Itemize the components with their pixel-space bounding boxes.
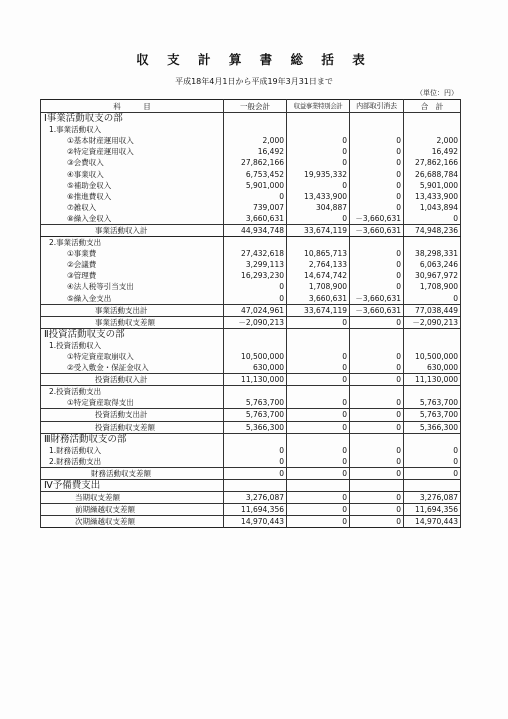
row-label: Ⅰ事業活動収支の部 — [41, 113, 224, 125]
profit-amount — [287, 124, 350, 135]
general-amount: 6,753,452 — [224, 168, 287, 179]
row-label: ③管理費 — [41, 270, 224, 281]
table-row — [41, 433, 461, 445]
total-amount: 2,000 — [404, 135, 461, 146]
profit-amount: 2,764,133 — [287, 259, 350, 270]
total-amount: 26,688,784 — [404, 168, 461, 179]
profit-amount — [287, 340, 350, 351]
profit-amount: 0 — [287, 409, 350, 421]
table-row — [41, 180, 461, 191]
table-row — [41, 270, 461, 281]
table-row — [41, 281, 461, 292]
total-amount — [404, 113, 461, 125]
profit-amount: 0 — [287, 456, 350, 468]
general-amount: 739,007 — [224, 202, 287, 213]
row-label: 1.財務活動収入 — [41, 445, 224, 456]
total-amount: 16,492 — [404, 146, 461, 157]
row-label: 投資活動支出計 — [41, 409, 224, 421]
elimination-amount: 0 — [350, 270, 404, 281]
profit-amount: 14,674,742 — [287, 270, 350, 281]
elimination-amount: 0 — [350, 492, 404, 504]
elimination-amount: 0 — [350, 445, 404, 456]
total-amount: 0 — [404, 293, 461, 305]
table-row — [41, 409, 461, 421]
total-amount: 14,970,443 — [404, 516, 461, 528]
row-label: 事業活動支出計 — [41, 304, 224, 316]
total-amount: 0 — [404, 213, 461, 225]
header-profit-business: 収益事業特別会計 — [287, 100, 350, 113]
general-amount: 47,024,961 — [224, 304, 287, 316]
general-amount: 5,901,000 — [224, 180, 287, 191]
row-label: ①基本財産運用収入 — [41, 135, 224, 146]
table-row — [41, 492, 461, 504]
unit-label: （単位：円） — [416, 89, 458, 97]
profit-amount: 0 — [287, 445, 350, 456]
row-label: 当期収支差額 — [41, 492, 224, 504]
period-text: 平成18年4月1日から平成19年3月31日まで — [175, 77, 333, 86]
row-label: ⑧繰入金収入 — [41, 213, 224, 225]
profit-amount: 0 — [287, 351, 350, 362]
profit-amount: 13,433,900 — [287, 191, 350, 202]
general-amount — [224, 480, 287, 492]
header-total: 合 計 — [404, 100, 461, 113]
total-amount: 1,708,900 — [404, 281, 461, 292]
profit-amount — [287, 480, 350, 492]
general-amount: 5,763,700 — [224, 409, 287, 421]
profit-amount: 0 — [287, 397, 350, 409]
general-amount — [224, 124, 287, 135]
elimination-amount: 0 — [350, 157, 404, 168]
general-amount: －2,090,213 — [224, 316, 287, 328]
table-row — [41, 362, 461, 374]
profit-amount — [287, 328, 350, 340]
row-label: ③会費収入 — [41, 157, 224, 168]
row-label: ⑥推進費収入 — [41, 191, 224, 202]
table-header-row — [41, 100, 461, 113]
total-amount: 630,000 — [404, 362, 461, 374]
table-row — [41, 237, 461, 249]
profit-amount: 0 — [287, 213, 350, 225]
profit-amount: 0 — [287, 180, 350, 191]
total-amount: －2,090,213 — [404, 316, 461, 328]
general-amount: 16,293,230 — [224, 270, 287, 281]
general-amount: 3,299,113 — [224, 259, 287, 270]
elimination-amount: 0 — [350, 146, 404, 157]
profit-amount: 0 — [287, 362, 350, 374]
row-label: ②受入敷金・保証金収入 — [41, 362, 224, 374]
elimination-amount: 0 — [350, 259, 404, 270]
total-amount: 13,433,900 — [404, 191, 461, 202]
elimination-amount: 0 — [350, 168, 404, 179]
general-amount: 0 — [224, 293, 287, 305]
general-amount — [224, 386, 287, 398]
table-row — [41, 259, 461, 270]
table-row — [41, 135, 461, 146]
general-amount — [224, 433, 287, 445]
table-row — [41, 146, 461, 157]
table-row — [41, 328, 461, 340]
total-amount: 74,948,236 — [404, 224, 461, 236]
elimination-amount: 0 — [350, 421, 404, 433]
profit-amount: 0 — [287, 467, 350, 479]
elimination-amount — [350, 124, 404, 135]
total-amount: 3,276,087 — [404, 492, 461, 504]
row-label: Ⅳ予備費支出 — [41, 480, 224, 492]
general-amount: 5,763,700 — [224, 397, 287, 409]
general-amount: 0 — [224, 456, 287, 468]
table-row — [41, 504, 461, 516]
elimination-amount: 0 — [350, 504, 404, 516]
total-amount — [404, 237, 461, 249]
row-label: Ⅱ投資活動収支の部 — [41, 328, 224, 340]
profit-amount: 3,660,631 — [287, 293, 350, 305]
elimination-amount: 0 — [350, 362, 404, 374]
elimination-amount: 0 — [350, 351, 404, 362]
elimination-amount — [350, 113, 404, 125]
row-label: 前期繰越収支差額 — [41, 504, 224, 516]
general-amount — [224, 340, 287, 351]
row-label: 事業活動収入計 — [41, 224, 224, 236]
profit-amount — [287, 386, 350, 398]
row-label: 財務活動収支差額 — [41, 467, 224, 479]
profit-amount: 0 — [287, 157, 350, 168]
row-label: 投資活動収入計 — [41, 374, 224, 386]
row-label: Ⅲ財務活動収支の部 — [41, 433, 224, 445]
profit-amount: 0 — [287, 316, 350, 328]
table-row — [41, 316, 461, 328]
row-label: 2.投資活動支出 — [41, 386, 224, 398]
profit-amount: 1,708,900 — [287, 281, 350, 292]
elimination-amount: 0 — [350, 281, 404, 292]
elimination-amount: 0 — [350, 316, 404, 328]
header-general: 一般会計 — [224, 100, 287, 113]
document-title: 収 支 計 算 書 総 括 表 — [136, 52, 372, 67]
general-amount: 11,130,000 — [224, 374, 287, 386]
elimination-amount: 0 — [350, 409, 404, 421]
general-amount: 10,500,000 — [224, 351, 287, 362]
table-row — [41, 421, 461, 433]
total-amount — [404, 124, 461, 135]
row-label: 2.財務活動支出 — [41, 456, 224, 468]
elimination-amount: 0 — [350, 456, 404, 468]
row-label: ①事業費 — [41, 248, 224, 259]
row-label: ②特定資産運用収入 — [41, 146, 224, 157]
table-row — [41, 516, 461, 528]
general-amount: 16,492 — [224, 146, 287, 157]
general-amount: 2,000 — [224, 135, 287, 146]
elimination-amount: －3,660,631 — [350, 293, 404, 305]
total-amount: 1,043,894 — [404, 202, 461, 213]
total-amount: 30,967,972 — [404, 270, 461, 281]
elimination-amount — [350, 237, 404, 249]
profit-amount — [287, 433, 350, 445]
general-amount: 630,000 — [224, 362, 287, 374]
elimination-amount: 0 — [350, 202, 404, 213]
general-amount: 3,276,087 — [224, 492, 287, 504]
elimination-amount: 0 — [350, 135, 404, 146]
total-amount: 0 — [404, 456, 461, 468]
profit-amount: 10,865,713 — [287, 248, 350, 259]
elimination-amount: －3,660,631 — [350, 304, 404, 316]
table-row — [41, 304, 461, 316]
table-row — [41, 456, 461, 468]
total-amount: 38,298,331 — [404, 248, 461, 259]
table-row — [41, 202, 461, 213]
general-amount: 27,862,166 — [224, 157, 287, 168]
general-amount: 0 — [224, 281, 287, 292]
table-row — [41, 386, 461, 398]
row-label: ④事業収入 — [41, 168, 224, 179]
general-amount — [224, 237, 287, 249]
table-row — [41, 467, 461, 479]
total-amount: 11,694,356 — [404, 504, 461, 516]
general-amount: 0 — [224, 191, 287, 202]
total-amount: 5,366,300 — [404, 421, 461, 433]
profit-amount: 0 — [287, 516, 350, 528]
total-amount — [404, 480, 461, 492]
profit-amount: 0 — [287, 374, 350, 386]
table-row — [41, 374, 461, 386]
total-amount: 6,063,246 — [404, 259, 461, 270]
table-row — [41, 124, 461, 135]
total-amount — [404, 433, 461, 445]
table-row — [41, 351, 461, 362]
elimination-amount: 0 — [350, 191, 404, 202]
row-label: 投資活動収支差額 — [41, 421, 224, 433]
profit-amount: 304,887 — [287, 202, 350, 213]
elimination-amount — [350, 433, 404, 445]
total-amount: 0 — [404, 467, 461, 479]
profit-amount — [287, 237, 350, 249]
table-row — [41, 191, 461, 202]
elimination-amount — [350, 386, 404, 398]
profit-amount: 0 — [287, 146, 350, 157]
row-label: 事業活動収支差額 — [41, 316, 224, 328]
table-row — [41, 213, 461, 225]
total-amount: 0 — [404, 445, 461, 456]
total-amount: 5,763,700 — [404, 409, 461, 421]
elimination-amount: 0 — [350, 467, 404, 479]
total-amount: 11,130,000 — [404, 374, 461, 386]
table-row — [41, 445, 461, 456]
profit-amount: 33,674,119 — [287, 304, 350, 316]
profit-amount: 0 — [287, 492, 350, 504]
general-amount: 0 — [224, 467, 287, 479]
profit-amount — [287, 113, 350, 125]
total-amount: 5,763,700 — [404, 397, 461, 409]
general-amount: 27,432,618 — [224, 248, 287, 259]
elimination-amount: －3,660,631 — [350, 213, 404, 225]
total-amount — [404, 328, 461, 340]
total-amount: 27,862,166 — [404, 157, 461, 168]
elimination-amount: 0 — [350, 397, 404, 409]
elimination-amount — [350, 480, 404, 492]
profit-amount: 19,935,332 — [287, 168, 350, 179]
elimination-amount: 0 — [350, 516, 404, 528]
total-amount — [404, 340, 461, 351]
general-amount — [224, 328, 287, 340]
table-row — [41, 293, 461, 305]
row-label: ①特定資産取崩収入 — [41, 351, 224, 362]
general-amount: 44,934,748 — [224, 224, 287, 236]
total-amount: 77,038,449 — [404, 304, 461, 316]
profit-amount: 33,674,119 — [287, 224, 350, 236]
row-label: ⑤繰入金支出 — [41, 293, 224, 305]
table-row — [41, 157, 461, 168]
row-label: ②会議費 — [41, 259, 224, 270]
general-amount: 5,366,300 — [224, 421, 287, 433]
elimination-amount: 0 — [350, 180, 404, 191]
table-row — [41, 248, 461, 259]
profit-amount: 0 — [287, 421, 350, 433]
row-label: ④法人税等引当支出 — [41, 281, 224, 292]
elimination-amount: 0 — [350, 248, 404, 259]
table-row — [41, 113, 461, 125]
total-amount — [404, 386, 461, 398]
row-label: 1.投資活動収入 — [41, 340, 224, 351]
general-amount — [224, 113, 287, 125]
table-row — [41, 397, 461, 409]
table-row — [41, 480, 461, 492]
profit-amount: 0 — [287, 135, 350, 146]
elimination-amount — [350, 340, 404, 351]
header-account: 科 目 — [41, 100, 224, 113]
row-label: 1.事業活動収入 — [41, 124, 224, 135]
elimination-amount: 0 — [350, 374, 404, 386]
general-amount: 11,694,356 — [224, 504, 287, 516]
profit-amount: 0 — [287, 504, 350, 516]
general-amount: 14,970,443 — [224, 516, 287, 528]
elimination-amount — [350, 328, 404, 340]
total-amount: 5,901,000 — [404, 180, 461, 191]
row-label: 次期繰越収支差額 — [41, 516, 224, 528]
table-row — [41, 168, 461, 179]
row-label: ①特定資産取得支出 — [41, 397, 224, 409]
general-amount: 3,660,631 — [224, 213, 287, 225]
general-amount: 0 — [224, 445, 287, 456]
summary-table — [40, 99, 461, 528]
row-label: ⑤補助金収入 — [41, 180, 224, 191]
table-row — [41, 224, 461, 236]
header-internal-elimination: 内部取引消去 — [350, 100, 404, 113]
row-label: ⑦雑収入 — [41, 202, 224, 213]
elimination-amount: －3,660,631 — [350, 224, 404, 236]
table-row — [41, 340, 461, 351]
total-amount: 10,500,000 — [404, 351, 461, 362]
row-label: 2.事業活動支出 — [41, 237, 224, 249]
